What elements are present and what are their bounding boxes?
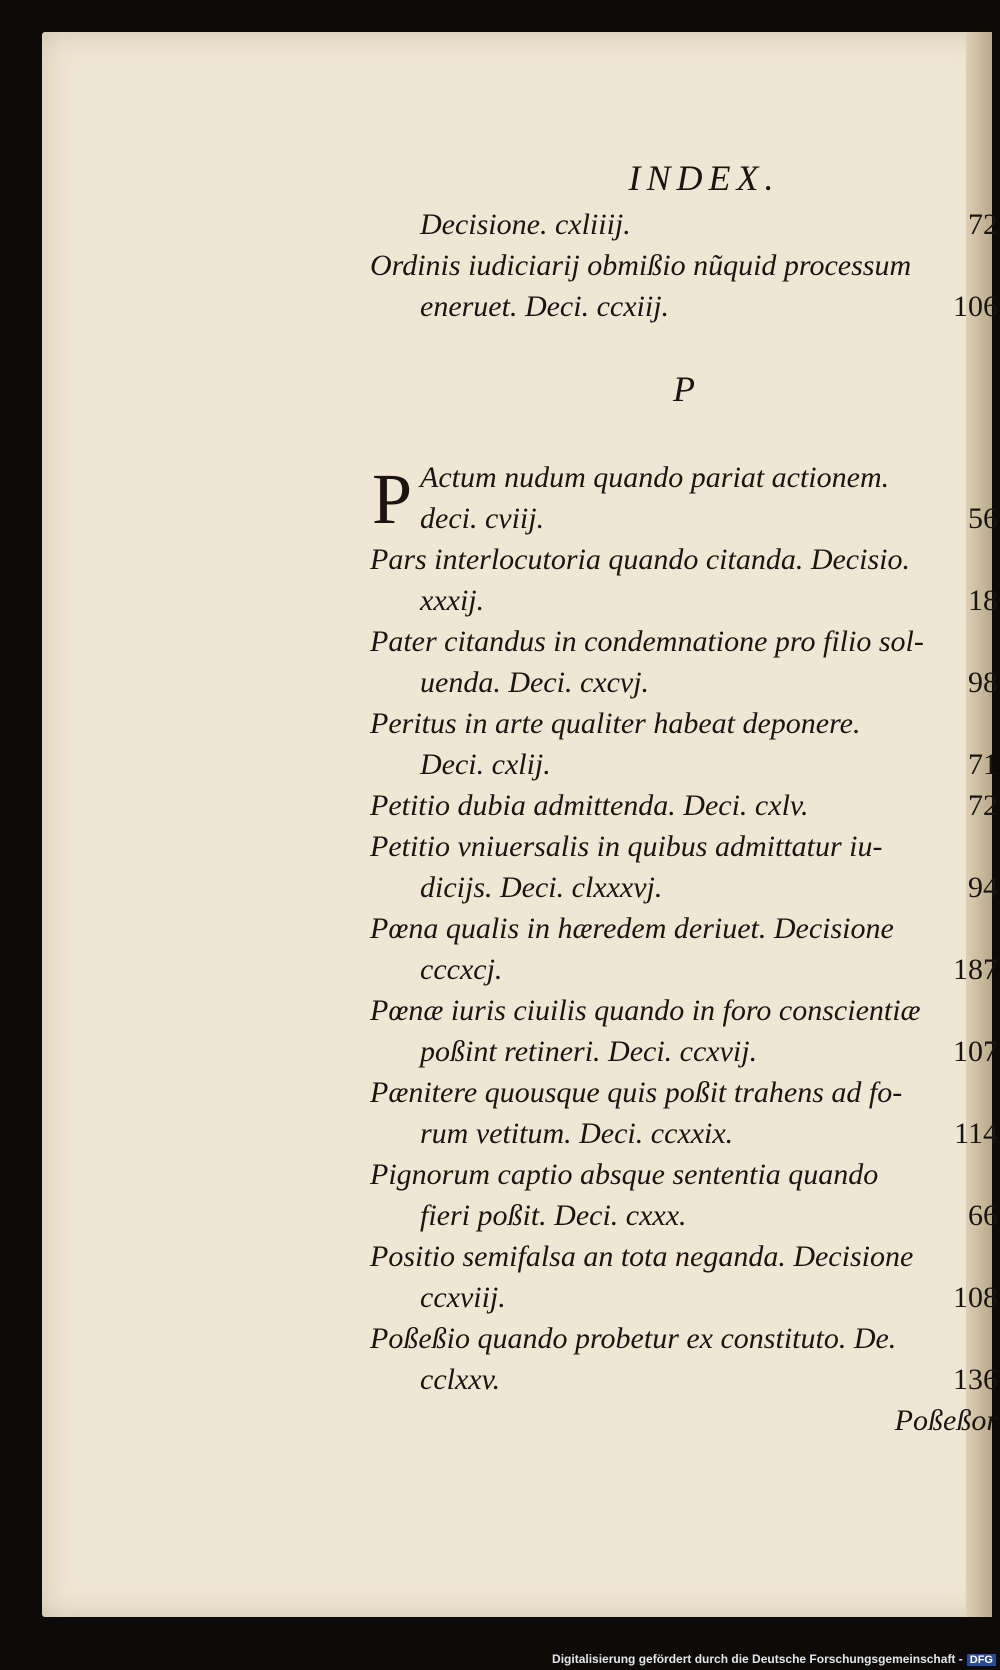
index-line xyxy=(370,826,998,867)
entry-text: cclxxv. xyxy=(420,1363,501,1396)
entry-text: Ordinis iudiciarij obmißio nũquid processum xyxy=(370,249,912,282)
page-number: 18 xyxy=(968,584,998,617)
entry-text: fieri poßit. Deci. cxxx. xyxy=(420,1199,687,1232)
entry-text: ccxviij. xyxy=(420,1281,506,1314)
entry-text: Peritus in arte qualiter habeat deponere. xyxy=(370,707,861,740)
entry-text: Pars interlocutoria quando citanda. Decisio. xyxy=(370,543,910,576)
entry-text: eneruet. Deci. ccxiij. xyxy=(420,290,670,323)
page-number: 107 xyxy=(953,1035,998,1068)
section-letter: P xyxy=(673,369,695,409)
entry-text: poßint retineri. Deci. ccxvij. xyxy=(420,1035,758,1068)
index-line xyxy=(370,1318,998,1359)
first-entry xyxy=(370,457,998,539)
entry-text: Positio semifalsa an tota neganda. Decisione xyxy=(370,1240,914,1273)
index-line xyxy=(370,1359,998,1400)
index-line xyxy=(370,1113,998,1154)
entry-text: Decisione. cxliiij. xyxy=(420,208,631,241)
entry-text: xxxij. xyxy=(420,584,485,617)
index-line xyxy=(370,286,998,327)
page-number: 94 xyxy=(968,871,998,904)
index-line xyxy=(370,662,998,703)
index-line xyxy=(370,1277,998,1318)
page-number: 66 xyxy=(968,1199,998,1232)
index-line xyxy=(370,908,998,949)
drop-capital: P xyxy=(372,459,413,539)
index-line xyxy=(420,457,998,498)
page-number: 71 xyxy=(968,748,998,781)
page-header: INDEX. xyxy=(628,158,780,198)
index-content xyxy=(370,152,998,1441)
entry-text: deci. cviij. xyxy=(420,502,545,535)
entry-text: Pænitere quousque quis poßit trahens ad fo- xyxy=(370,1076,903,1109)
entry-text: Poßeßio quando probetur ex constituto. De. xyxy=(370,1322,897,1355)
index-line xyxy=(370,1031,998,1072)
index-line xyxy=(370,1236,998,1277)
catchword: Poßeßor xyxy=(894,1404,998,1437)
dfg-logo: DFG xyxy=(967,1654,996,1666)
page-number: 72 xyxy=(968,208,998,241)
top-entries xyxy=(370,204,998,327)
index-line xyxy=(370,245,998,286)
book-page xyxy=(42,32,998,1617)
index-line xyxy=(370,1154,998,1195)
credit-text: Digitalisierung gefördert durch die Deutsche Forschungsgemeinschaft - xyxy=(552,1652,963,1666)
entry-text: Petitio vniuersalis in quibus admittatur iu- xyxy=(370,830,883,863)
index-line xyxy=(370,744,998,785)
index-line xyxy=(370,703,998,744)
digitization-credit xyxy=(552,1652,996,1666)
page-number: 187 xyxy=(953,953,998,986)
index-line xyxy=(370,539,998,580)
entry-text: rum vetitum. Deci. ccxxix. xyxy=(420,1117,734,1150)
index-line xyxy=(420,498,998,539)
entry-text: Pater citandus in condemnatione pro filio sol- xyxy=(370,625,924,658)
index-line xyxy=(370,785,998,826)
entry-text: Pœnæ iuris ciuilis quando in foro conscientiæ xyxy=(370,994,921,1027)
index-line xyxy=(370,949,998,990)
page-number: 114 xyxy=(954,1117,998,1150)
index-line xyxy=(370,204,998,245)
index-line xyxy=(370,580,998,621)
index-line xyxy=(370,621,998,662)
index-entries xyxy=(370,539,998,1400)
index-line xyxy=(370,990,998,1031)
entry-text: Actum nudum quando pariat actionem. xyxy=(420,461,890,494)
page-number: 56 xyxy=(968,502,998,535)
entry-text: Deci. cxlij. xyxy=(420,748,551,781)
entry-text: uenda. Deci. cxcvj. xyxy=(420,666,650,699)
page-number: 106 xyxy=(953,290,998,323)
index-line xyxy=(370,1195,998,1236)
entry-text: Pignorum captio absque sententia quando xyxy=(370,1158,879,1191)
entry-text: Petitio dubia admittenda. Deci. cxlv. xyxy=(370,789,809,822)
page-number: 136 xyxy=(953,1363,998,1396)
page-number: 98 xyxy=(968,666,998,699)
entry-text: cccxcj. xyxy=(420,953,503,986)
page-number: 72 xyxy=(968,789,998,822)
entry-text: dicijs. Deci. clxxxvj. xyxy=(420,871,663,904)
page-number: 108 xyxy=(953,1281,998,1314)
index-line xyxy=(370,867,998,908)
index-line xyxy=(370,1072,998,1113)
entry-text: Pœna qualis in hæredem deriuet. Decisione xyxy=(370,912,894,945)
